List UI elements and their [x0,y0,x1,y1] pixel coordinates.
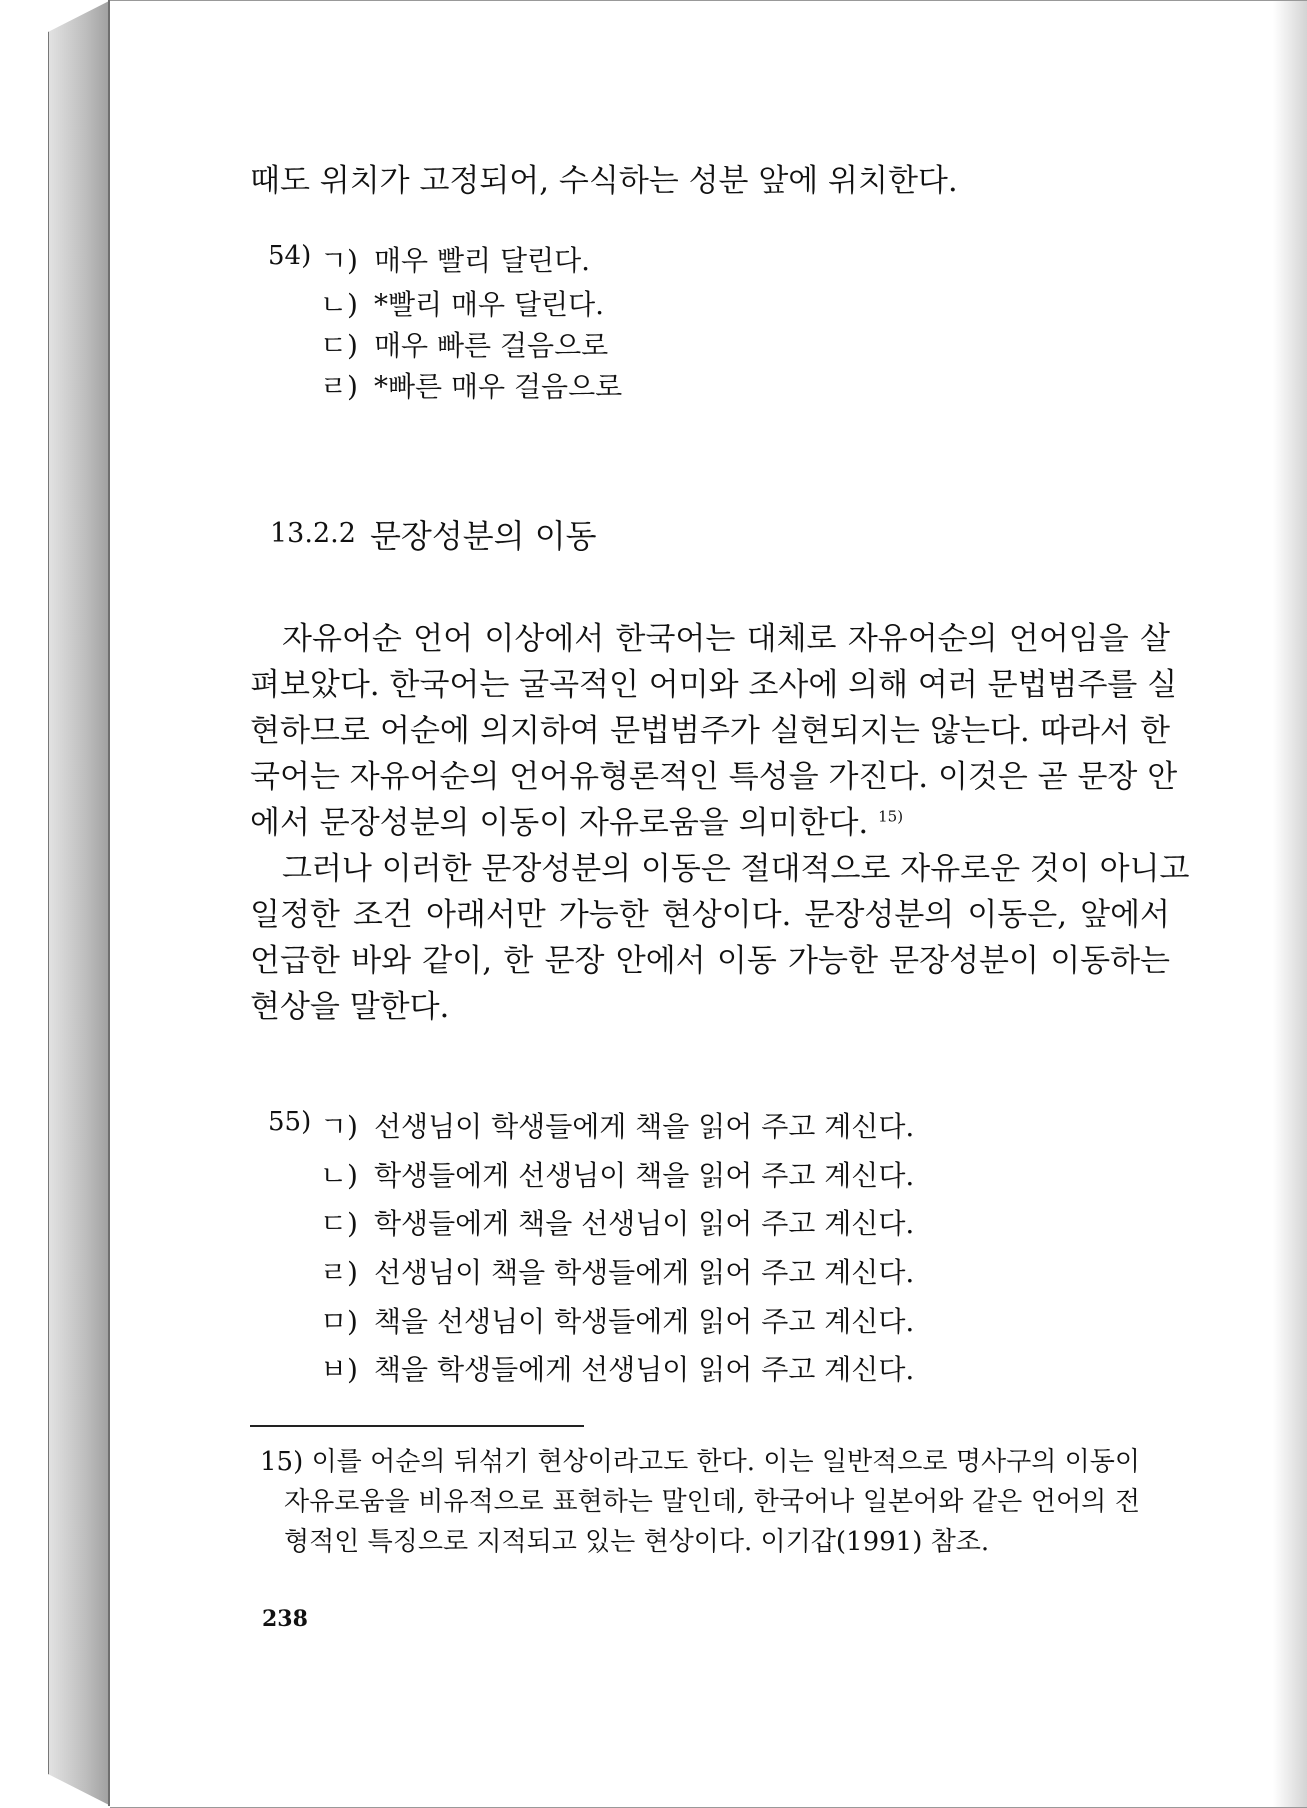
example-text: 선생님이 학생들에게 책을 읽어 주고 계신다. [374,1110,915,1143]
example-item [320,239,590,279]
example-text: 선생님이 책을 학생들에게 읽어 주고 계신다. [374,1256,915,1289]
paragraph-line: 펴보았다. 한국어는 굴곡적인 어미와 조사에 의해 여러 문법범주를 실 [250,667,1178,703]
book-spine [48,0,111,1806]
example-marker: ㄱ) [320,244,358,277]
example-text: 책을 선생님이 학생들에게 읽어 주고 계신다. [374,1305,915,1338]
example-text: 매우 빨리 달린다. [374,244,591,277]
example-number: 55) [268,1107,312,1137]
example-number: 54) [268,241,312,271]
paragraph-last-line [250,797,903,842]
example-item [320,1251,914,1291]
paragraph-line: 일정한 조건 아래서만 가능한 현상이다. 문장성분의 이동은, 앞에서 [250,897,1170,933]
example-item [320,324,608,364]
example-marker: ㄹ) [320,1256,358,1289]
carryover-line: 때도 위치가 고정되어, 수식하는 성분 앞에 위치한다. [250,163,958,199]
page-edge-shadow [1273,1,1307,1807]
example-item [320,1105,914,1145]
example-marker: ㄹ) [320,370,358,403]
footnote-line: 자유로움을 비유적으로 표현하는 말인데, 한국어나 일본어와 같은 언어의 전 [284,1487,1140,1517]
example-text: 학생들에게 선생님이 책을 읽어 주고 계신다. [374,1159,915,1192]
paragraph-line: 현하므로 어순에 의지하여 문법범주가 실현되지는 않는다. 따라서 한 [250,713,1170,749]
book-page [110,0,1307,1808]
example-item [320,1348,914,1388]
page-number: 238 [262,1606,308,1632]
example-marker: ㅁ) [320,1305,358,1338]
paragraph-line: 국어는 자유어순의 언어유형론적인 특성을 가진다. 이것은 곧 문장 안 [250,759,1178,795]
example-text: *빨리 매우 달린다. [374,288,605,321]
example-text: *빠른 매우 걸음으로 [374,370,623,403]
example-item [320,365,622,405]
example-text: 매우 빠른 걸음으로 [374,329,609,362]
example-item [320,283,604,323]
example-marker: ㄷ) [320,1207,358,1240]
example-marker: ㄱ) [320,1110,358,1143]
example-marker: ㅂ) [320,1353,358,1386]
example-marker: ㄷ) [320,329,358,362]
footnote-reference[interactable]: 15) [878,807,904,826]
footnote-line: 형적인 특징으로 지적되고 있는 현상이다. 이기갑(1991) 참조. [284,1527,990,1557]
paragraph-line: 그러나 이러한 문장성분의 이동은 절대적으로 자유로운 것이 아니고 [282,851,1190,887]
example-item [320,1154,914,1194]
paragraph-line: 자유어순 언어 이상에서 한국어는 대체로 자유어순의 언어임을 살 [282,621,1170,657]
paragraph-last-line: 현상을 말한다. [250,989,450,1025]
example-marker: ㄴ) [320,288,358,321]
footnote-line: 15) 이를 어순의 뒤섞기 현상이라고도 한다. 이는 일반적으로 명사구의 이동이 [260,1447,1140,1477]
section-number: 13.2.2 [270,518,356,549]
paragraph-line: 언급한 바와 같이, 한 문장 안에서 이동 가능한 문장성분이 이동하는 [250,943,1170,979]
example-item [320,1202,914,1242]
example-text: 책을 학생들에게 선생님이 읽어 주고 계신다. [374,1353,915,1386]
paragraph-text: 에서 문장성분의 이동이 자유로움을 의미한다. [250,805,869,841]
example-text: 학생들에게 책을 선생님이 읽어 주고 계신다. [374,1207,915,1240]
footnote-rule [250,1425,584,1427]
example-item [320,1300,914,1340]
section-title: 문장성분의 이동 [370,517,597,555]
example-marker: ㄴ) [320,1159,358,1192]
